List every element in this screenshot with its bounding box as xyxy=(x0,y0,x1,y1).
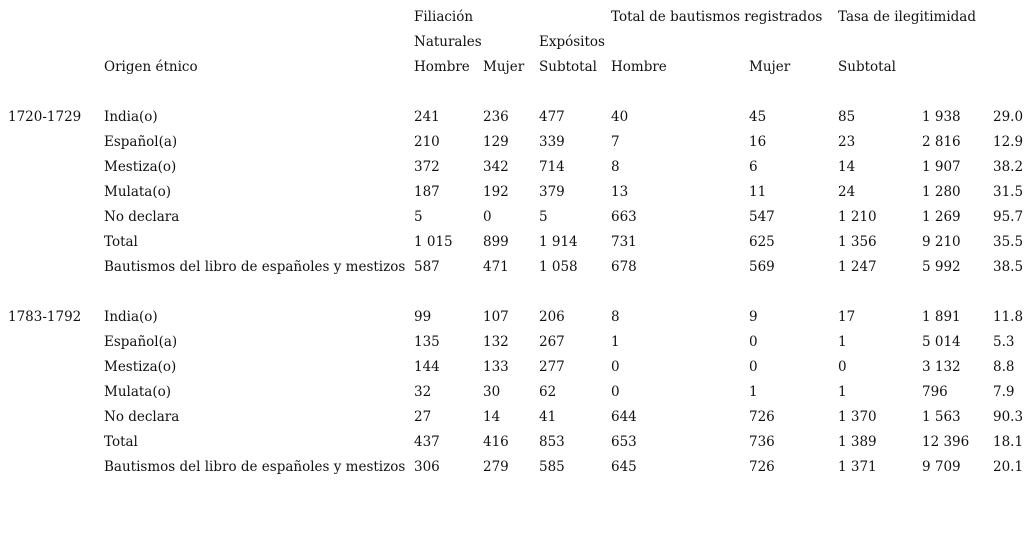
table-cell: 41 xyxy=(539,409,557,425)
header-filiacion: Filiación xyxy=(414,9,474,25)
table-cell: 62 xyxy=(539,384,557,400)
table-cell: 678 xyxy=(611,259,637,275)
table-cell: 38.2 xyxy=(993,159,1024,175)
table-cell: 133 xyxy=(483,359,509,375)
table-cell: 40 xyxy=(611,109,629,125)
table-cell: 645 xyxy=(611,459,637,475)
table-cell: 1 371 xyxy=(838,459,877,475)
table-cell: 2 816 xyxy=(922,134,961,150)
table-cell: 585 xyxy=(539,459,565,475)
table-cell: 95.7 xyxy=(993,209,1024,225)
table-cell: 279 xyxy=(483,459,509,475)
table-cell: 1 280 xyxy=(922,184,961,200)
table-cell: 1 269 xyxy=(922,209,961,225)
table-cell: 1 907 xyxy=(922,159,961,175)
table-cell: 1 370 xyxy=(838,409,877,425)
table-cell: 1 058 xyxy=(539,259,578,275)
table-cell: 0 xyxy=(611,384,620,400)
table-cell: 1 247 xyxy=(838,259,877,275)
header-total-bautismos: Total de bautismos registrados xyxy=(611,9,823,25)
table-cell: 471 xyxy=(483,259,509,275)
table-cell: 372 xyxy=(414,159,440,175)
table-cell: 379 xyxy=(539,184,565,200)
table-cell: 241 xyxy=(414,109,440,125)
row-label: India(o) xyxy=(104,109,158,125)
table-cell: 306 xyxy=(414,459,440,475)
table-cell: 7 xyxy=(611,134,620,150)
table-cell: 107 xyxy=(483,309,509,325)
table-cell: 587 xyxy=(414,259,440,275)
row-label: Total xyxy=(104,434,138,450)
table-cell: 18.1 xyxy=(993,434,1024,450)
table-cell: 3 132 xyxy=(922,359,961,375)
table-cell: 1 xyxy=(611,334,620,350)
table-cell: 31.5 xyxy=(993,184,1024,200)
table-cell: 129 xyxy=(483,134,509,150)
table-cell: 23 xyxy=(838,134,856,150)
table-cell: 0 xyxy=(838,359,847,375)
table-cell: 192 xyxy=(483,184,509,200)
table-cell: 8 xyxy=(611,159,620,175)
table-cell: 1 891 xyxy=(922,309,961,325)
table-cell: 99 xyxy=(414,309,432,325)
table-cell: 32 xyxy=(414,384,432,400)
row-label: Total xyxy=(104,234,138,250)
header-col: Mujer xyxy=(749,59,791,75)
table-cell: 29.0 xyxy=(993,109,1024,125)
table-cell: 27 xyxy=(414,409,432,425)
table-cell: 6 xyxy=(749,159,758,175)
table-cell: 569 xyxy=(749,259,775,275)
table-cell: 14 xyxy=(838,159,856,175)
table-cell: 1 210 xyxy=(838,209,877,225)
header-col: Mujer xyxy=(483,59,525,75)
table-cell: 663 xyxy=(611,209,637,225)
table-cell: 13 xyxy=(611,184,629,200)
table-cell: 1 938 xyxy=(922,109,961,125)
table-cell: 726 xyxy=(749,409,775,425)
table-cell: 437 xyxy=(414,434,440,450)
table-cell: 135 xyxy=(414,334,440,350)
table-cell: 0 xyxy=(749,359,758,375)
table-cell: 20.1 xyxy=(993,459,1024,475)
table-cell: 5 992 xyxy=(922,259,961,275)
row-label: No declara xyxy=(104,209,180,225)
table-cell: 1 563 xyxy=(922,409,961,425)
table-cell: 644 xyxy=(611,409,637,425)
table-cell: 11.8 xyxy=(993,309,1024,325)
table-cell: 90.3 xyxy=(993,409,1024,425)
header-expositos: Expósitos xyxy=(539,34,605,50)
table-cell: 1 015 xyxy=(414,234,453,250)
table-cell: 853 xyxy=(539,434,565,450)
table-cell: 5 xyxy=(414,209,423,225)
row-label: Bautismos del libro de españoles y mestizos xyxy=(104,259,406,275)
table-cell: 547 xyxy=(749,209,775,225)
row-label: Español(a) xyxy=(104,134,178,150)
row-label: India(o) xyxy=(104,309,158,325)
table-cell: 9 210 xyxy=(922,234,961,250)
header-col: Subtotal xyxy=(539,59,597,75)
table-cell: 1 xyxy=(838,334,847,350)
table-cell: 236 xyxy=(483,109,509,125)
table-cell: 85 xyxy=(838,109,856,125)
table-cell: 899 xyxy=(483,234,509,250)
table-cell: 132 xyxy=(483,334,509,350)
table-cell: 35.5 xyxy=(993,234,1024,250)
table-cell: 187 xyxy=(414,184,440,200)
table-cell: 1 914 xyxy=(539,234,578,250)
table-cell: 206 xyxy=(539,309,565,325)
row-label: No declara xyxy=(104,409,180,425)
table-cell: 277 xyxy=(539,359,565,375)
table-cell: 17 xyxy=(838,309,856,325)
table-cell: 9 xyxy=(749,309,758,325)
row-label: Mestiza(o) xyxy=(104,159,177,175)
table-cell: 210 xyxy=(414,134,440,150)
table-cell: 1 389 xyxy=(838,434,877,450)
table-cell: 267 xyxy=(539,334,565,350)
table-cell: 1 356 xyxy=(838,234,877,250)
table-cell: 38.5 xyxy=(993,259,1024,275)
row-label: Español(a) xyxy=(104,334,178,350)
row-label: Mulata(o) xyxy=(104,384,172,400)
table-cell: 0 xyxy=(749,334,758,350)
table-cell: 14 xyxy=(483,409,501,425)
table-cell: 16 xyxy=(749,134,767,150)
table-cell: 5.3 xyxy=(993,334,1015,350)
header-col: Hombre xyxy=(414,59,470,75)
table-cell: 12.9 xyxy=(993,134,1024,150)
header-col: Hombre xyxy=(611,59,667,75)
table-cell: 5 xyxy=(539,209,548,225)
table-cell: 0 xyxy=(611,359,620,375)
table-cell: 11 xyxy=(749,184,767,200)
table-cell: 416 xyxy=(483,434,509,450)
table-cell: 714 xyxy=(539,159,565,175)
table-cell: 1 xyxy=(838,384,847,400)
table-cell: 339 xyxy=(539,134,565,150)
row-label: Mestiza(o) xyxy=(104,359,177,375)
table-cell: 24 xyxy=(838,184,856,200)
table-cell: 0 xyxy=(483,209,492,225)
table-cell: 30 xyxy=(483,384,501,400)
table-cell: 726 xyxy=(749,459,775,475)
table-cell: 477 xyxy=(539,109,565,125)
table-cell: 796 xyxy=(922,384,948,400)
table-cell: 144 xyxy=(414,359,440,375)
table-cell: 7.9 xyxy=(993,384,1015,400)
table-cell: 736 xyxy=(749,434,775,450)
row-label: Bautismos del libro de españoles y mestizos xyxy=(104,459,406,475)
period-label: 1783-1792 xyxy=(8,309,82,325)
table-cell: 45 xyxy=(749,109,767,125)
header-tasa-ilegitimidad: Tasa de ilegitimidad xyxy=(838,9,976,25)
table-cell: 8.8 xyxy=(993,359,1015,375)
table-cell: 8 xyxy=(611,309,620,325)
table-cell: 342 xyxy=(483,159,509,175)
table-cell: 653 xyxy=(611,434,637,450)
header-naturales: Naturales xyxy=(414,34,482,50)
table-cell: 9 709 xyxy=(922,459,961,475)
header-col: Subtotal xyxy=(838,59,896,75)
header-origen-etnico: Origen étnico xyxy=(104,59,198,75)
table-cell: 1 xyxy=(749,384,758,400)
table-cell: 5 014 xyxy=(922,334,961,350)
table-cell: 731 xyxy=(611,234,637,250)
table-cell: 12 396 xyxy=(922,434,970,450)
row-label: Mulata(o) xyxy=(104,184,172,200)
table-cell: 625 xyxy=(749,234,775,250)
period-label: 1720-1729 xyxy=(8,109,82,125)
